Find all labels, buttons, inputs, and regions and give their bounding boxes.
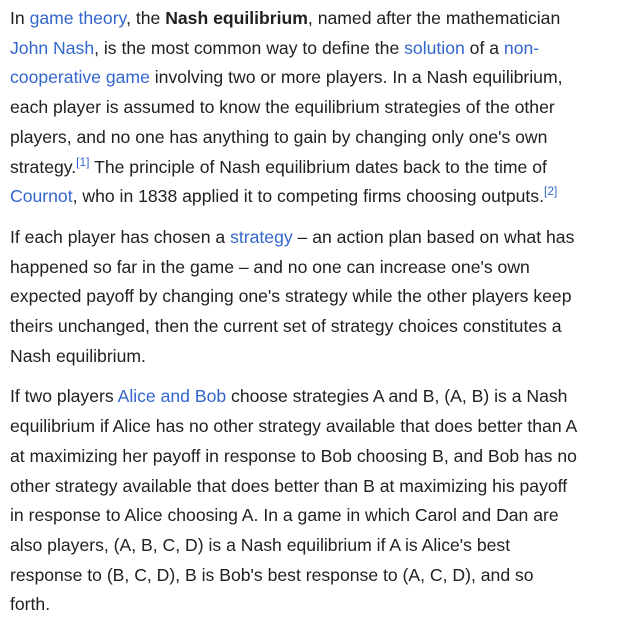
text-run: , is the most common way to define the xyxy=(94,37,405,58)
text-run: If each player has chosen a xyxy=(10,226,231,247)
link-strategy[interactable]: strategy xyxy=(230,226,293,247)
link-non-cooperative-game[interactable]: non- xyxy=(503,37,540,58)
text-run: of a xyxy=(464,37,504,58)
link-non-cooperative-game-cont[interactable]: cooperative game xyxy=(10,67,150,88)
text-run: If two players xyxy=(10,386,118,407)
text-run: The principle of Nash equilibrium dates back to the time of xyxy=(89,156,547,177)
text-run: – an action plan based on what has xyxy=(292,226,575,247)
paragraph-3 xyxy=(10,382,618,620)
text-run: , the xyxy=(126,8,166,28)
citation-2-sup xyxy=(544,184,557,198)
text-run: other strategy available that does better than B at maximizing his payoff xyxy=(10,475,568,496)
link-game-theory[interactable]: game theory xyxy=(29,8,127,28)
paragraph-2 xyxy=(10,223,618,372)
text-run: response to (B, C, D), B is Bob's best response to (A, C, D), and so xyxy=(10,564,534,585)
citation-1-sup xyxy=(76,155,89,169)
term-nash-equilibrium: Nash equilibrium xyxy=(165,8,308,28)
link-john-nash[interactable]: John Nash xyxy=(10,37,95,58)
text-run: also players, (A, B, C, D) is a Nash equilibrium if A is Alice's best xyxy=(10,534,511,555)
text-run: players, and no one has anything to gain by changing only one's own xyxy=(10,126,548,147)
text-run: happened so far in the game – and no one can increase one's own xyxy=(10,256,530,277)
text-run: , who in 1838 applied it to competing firms choosing outputs. xyxy=(72,186,544,207)
link-cournot[interactable]: Cournot xyxy=(10,186,73,207)
text-run: theirs unchanged, then the current set of strategy choices constitutes a xyxy=(10,316,562,337)
text-run: choose strategies A and B, (A, B) is a Nash xyxy=(226,386,568,407)
text-run: equilibrium if Alice has no other strategy available that does better than A xyxy=(10,416,578,437)
text-run: In xyxy=(10,8,30,28)
text-run: in response to Alice choosing A. In a game in which Carol and Dan are xyxy=(10,505,559,526)
paragraph-1 xyxy=(10,4,618,212)
text-run: involving two or more players. In a Nash equilibrium, xyxy=(149,67,563,88)
text-run: , named after the mathematician xyxy=(307,8,561,28)
text-run: Nash equilibrium. xyxy=(10,345,146,366)
citation-1[interactable]: [1] xyxy=(76,154,90,169)
link-alice-and-bob[interactable]: Alice and Bob xyxy=(117,386,227,407)
text-run: at maximizing her payoff in response to Bob choosing B, and Bob has no xyxy=(10,445,577,466)
citation-2[interactable]: [2] xyxy=(544,184,558,199)
text-run: forth. xyxy=(10,594,51,615)
text-run: strategy. xyxy=(10,156,77,177)
text-run: expected payoff by changing one's strategy while the other players keep xyxy=(10,286,572,307)
text-run: each player is assumed to know the equilibrium strategies of the other xyxy=(10,97,555,118)
link-solution[interactable]: solution xyxy=(404,37,465,58)
